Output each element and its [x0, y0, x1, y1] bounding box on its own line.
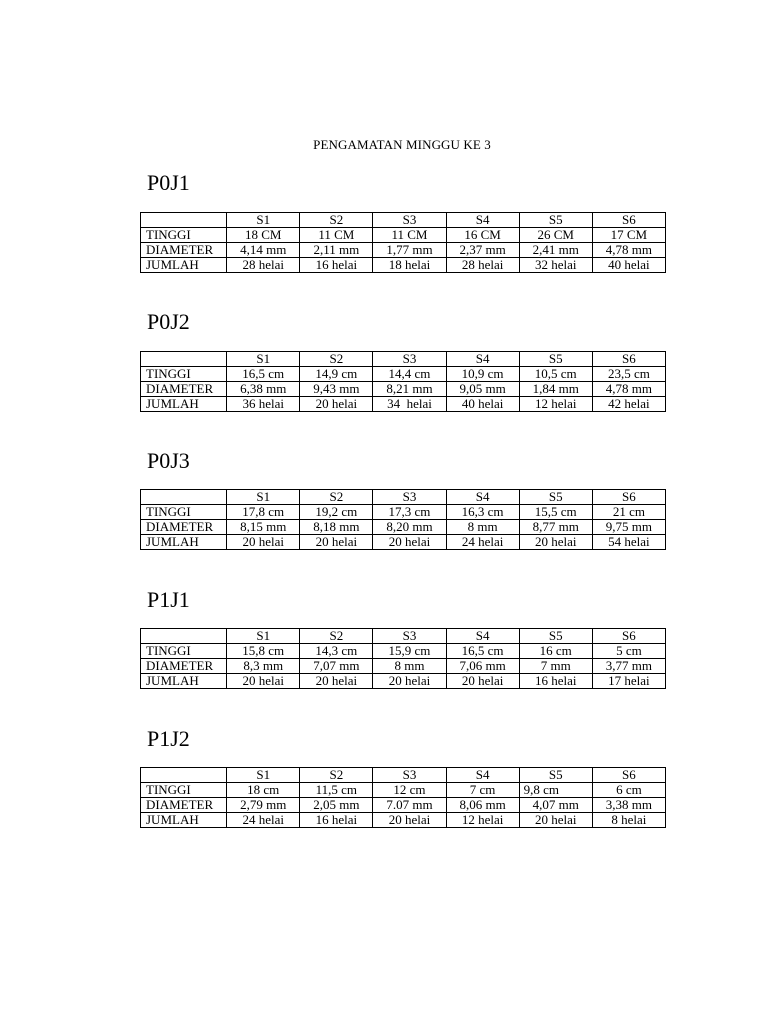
table-cell: 20 helai — [227, 674, 300, 689]
table-cell: 4,14 mm — [227, 243, 300, 258]
table-cell: 10,5 cm — [519, 367, 592, 382]
row-label: DIAMETER — [141, 659, 227, 674]
table-row — [141, 783, 666, 798]
table-cell: 7.07 mm — [373, 798, 446, 813]
table-cell: 8,77 mm — [519, 520, 592, 535]
table-cell: 18 cm — [227, 783, 300, 798]
table-cell: 8,15 mm — [227, 520, 300, 535]
header-cell: S1 — [227, 768, 300, 783]
table-cell: 24 helai — [227, 813, 300, 828]
table-cell: 1,84 mm — [519, 382, 592, 397]
table-cell: 54 helai — [592, 535, 665, 550]
table-cell: 9,05 mm — [446, 382, 519, 397]
header-cell: S1 — [227, 490, 300, 505]
table-cell: 20 helai — [227, 535, 300, 550]
table-cell: 6,38 mm — [227, 382, 300, 397]
table-header-row — [141, 213, 666, 228]
table-cell: 2,05 mm — [300, 798, 373, 813]
table-cell: 15,8 cm — [227, 644, 300, 659]
header-cell: S5 — [519, 490, 592, 505]
section-heading-p1j2: P1J2 — [147, 726, 190, 751]
table-cell: 32 helai — [519, 258, 592, 273]
table-cell: 7 cm — [446, 783, 519, 798]
table-cell: 3,77 mm — [592, 659, 665, 674]
table-cell: 8 mm — [446, 520, 519, 535]
table-cell: 2,11 mm — [300, 243, 373, 258]
table-header-row — [141, 490, 666, 505]
table-cell: 23,5 cm — [592, 367, 665, 382]
row-label: JUMLAH — [141, 397, 227, 412]
table-cell: 2,79 mm — [227, 798, 300, 813]
table-cell: 40 helai — [592, 258, 665, 273]
header-cell: S5 — [519, 213, 592, 228]
header-cell: S2 — [300, 768, 373, 783]
table-cell: 7,06 mm — [446, 659, 519, 674]
table-row — [141, 258, 666, 273]
table-row — [141, 243, 666, 258]
table-cell: 8,06 mm — [446, 798, 519, 813]
table-cell: 8,21 mm — [373, 382, 446, 397]
header-cell: S2 — [300, 352, 373, 367]
table-cell: 8 helai — [592, 813, 665, 828]
table-cell: 6 cm — [592, 783, 665, 798]
table-cell: 24 helai — [446, 535, 519, 550]
table-cell: 42 helai — [592, 397, 665, 412]
table-cell: 17,8 cm — [227, 505, 300, 520]
table-p0j2 — [140, 351, 666, 412]
table-cell: 14,9 cm — [300, 367, 373, 382]
table-cell: 20 helai — [519, 535, 592, 550]
table-cell: 34 helai — [373, 397, 446, 412]
row-label: DIAMETER — [141, 520, 227, 535]
table-cell: 2,41 mm — [519, 243, 592, 258]
row-label: JUMLAH — [141, 813, 227, 828]
header-cell: S1 — [227, 629, 300, 644]
header-cell: S4 — [446, 352, 519, 367]
table-row — [141, 644, 666, 659]
table-cell: 20 helai — [300, 535, 373, 550]
header-cell: S4 — [446, 768, 519, 783]
section-heading-p0j2: P0J2 — [147, 309, 190, 334]
table-cell: 4,07 mm — [519, 798, 592, 813]
table-cell: 16 helai — [300, 258, 373, 273]
table-cell: 16 helai — [519, 674, 592, 689]
table-row — [141, 674, 666, 689]
header-cell: S3 — [373, 213, 446, 228]
header-cell: S2 — [300, 629, 373, 644]
table-cell: 20 helai — [373, 674, 446, 689]
table-header-row — [141, 768, 666, 783]
table-cell: 11 CM — [373, 228, 446, 243]
table-cell: 12 cm — [373, 783, 446, 798]
header-cell: S1 — [227, 213, 300, 228]
table-cell: 16,5 cm — [227, 367, 300, 382]
table-cell: 4,78 mm — [592, 382, 665, 397]
section-heading-p0j3: P0J3 — [147, 448, 190, 473]
table-header-row — [141, 352, 666, 367]
header-cell — [141, 768, 227, 783]
table-row — [141, 382, 666, 397]
row-label: DIAMETER — [141, 243, 227, 258]
table-cell: 20 helai — [300, 397, 373, 412]
section-heading-p0j1: P0J1 — [147, 170, 190, 195]
header-cell: S3 — [373, 629, 446, 644]
row-label: TINGGI — [141, 644, 227, 659]
table-cell: 20 helai — [519, 813, 592, 828]
table-cell: 28 helai — [446, 258, 519, 273]
header-cell: S3 — [373, 768, 446, 783]
table-cell: 17,3 cm — [373, 505, 446, 520]
table-cell: 9,43 mm — [300, 382, 373, 397]
table-cell: 11 CM — [300, 228, 373, 243]
header-cell: S2 — [300, 490, 373, 505]
table-row — [141, 659, 666, 674]
table-cell: 5 cm — [592, 644, 665, 659]
table-row — [141, 813, 666, 828]
header-cell — [141, 352, 227, 367]
table-cell: 26 CM — [519, 228, 592, 243]
row-label: JUMLAH — [141, 258, 227, 273]
table-cell: 20 helai — [300, 674, 373, 689]
row-label: TINGGI — [141, 367, 227, 382]
table-cell: 36 helai — [227, 397, 300, 412]
header-cell — [141, 490, 227, 505]
header-cell: S3 — [373, 490, 446, 505]
table-cell: 14,3 cm — [300, 644, 373, 659]
table-cell: 18 helai — [373, 258, 446, 273]
table-cell: 10,9 cm — [446, 367, 519, 382]
table-cell: 16,5 cm — [446, 644, 519, 659]
table-p1j1 — [140, 628, 666, 689]
header-cell: S4 — [446, 629, 519, 644]
header-cell: S4 — [446, 490, 519, 505]
table-header-row — [141, 629, 666, 644]
table-cell: 7 mm — [519, 659, 592, 674]
table-cell: 2,37 mm — [446, 243, 519, 258]
table-row — [141, 367, 666, 382]
row-label: TINGGI — [141, 505, 227, 520]
table-p1j2 — [140, 767, 666, 828]
header-cell: S3 — [373, 352, 446, 367]
table-cell: 20 helai — [446, 674, 519, 689]
table-cell: 11,5 cm — [300, 783, 373, 798]
table-cell: 15,9 cm — [373, 644, 446, 659]
table-cell: 8,3 mm — [227, 659, 300, 674]
table-cell: 3,38 mm — [592, 798, 665, 813]
row-label: DIAMETER — [141, 382, 227, 397]
table-cell: 9,75 mm — [592, 520, 665, 535]
header-cell — [141, 629, 227, 644]
table-p0j3 — [140, 489, 666, 550]
document-title: PENGAMATAN MINGGU KE 3 — [313, 137, 491, 152]
table-cell: 16 CM — [446, 228, 519, 243]
header-cell: S5 — [519, 352, 592, 367]
table-row — [141, 505, 666, 520]
header-cell: S6 — [592, 490, 665, 505]
table-cell: 28 helai — [227, 258, 300, 273]
table-cell: 17 helai — [592, 674, 665, 689]
header-cell — [141, 213, 227, 228]
section-heading-p1j1: P1J1 — [147, 587, 190, 612]
table-row — [141, 397, 666, 412]
row-label: TINGGI — [141, 783, 227, 798]
table-cell: 4,78 mm — [592, 243, 665, 258]
table-cell: 20 helai — [373, 535, 446, 550]
table-cell: 1,77 mm — [373, 243, 446, 258]
row-label: JUMLAH — [141, 535, 227, 550]
table-row — [141, 798, 666, 813]
table-cell: 8,18 mm — [300, 520, 373, 535]
table-cell: 16 helai — [300, 813, 373, 828]
table-cell: 19,2 cm — [300, 505, 373, 520]
table-cell: 14,4 cm — [373, 367, 446, 382]
row-label: TINGGI — [141, 228, 227, 243]
row-label: DIAMETER — [141, 798, 227, 813]
table-cell: 8 mm — [373, 659, 446, 674]
table-row — [141, 535, 666, 550]
header-cell: S6 — [592, 352, 665, 367]
table-row — [141, 228, 666, 243]
table-cell: 21 cm — [592, 505, 665, 520]
header-cell: S6 — [592, 768, 665, 783]
table-cell: 7,07 mm — [300, 659, 373, 674]
header-cell: S6 — [592, 213, 665, 228]
table-cell: 18 CM — [227, 228, 300, 243]
header-cell: S2 — [300, 213, 373, 228]
table-cell: 40 helai — [446, 397, 519, 412]
table-cell: 16 cm — [519, 644, 592, 659]
table-p0j1 — [140, 212, 666, 273]
table-cell: 9,8 cm — [519, 783, 592, 798]
table-row — [141, 520, 666, 535]
header-cell: S5 — [519, 629, 592, 644]
table-cell: 12 helai — [519, 397, 592, 412]
table-cell: 20 helai — [373, 813, 446, 828]
table-cell: 17 CM — [592, 228, 665, 243]
header-cell: S4 — [446, 213, 519, 228]
table-cell: 16,3 cm — [446, 505, 519, 520]
row-label: JUMLAH — [141, 674, 227, 689]
table-cell: 8,20 mm — [373, 520, 446, 535]
header-cell: S5 — [519, 768, 592, 783]
header-cell: S1 — [227, 352, 300, 367]
table-cell: 12 helai — [446, 813, 519, 828]
header-cell: S6 — [592, 629, 665, 644]
table-cell: 15,5 cm — [519, 505, 592, 520]
